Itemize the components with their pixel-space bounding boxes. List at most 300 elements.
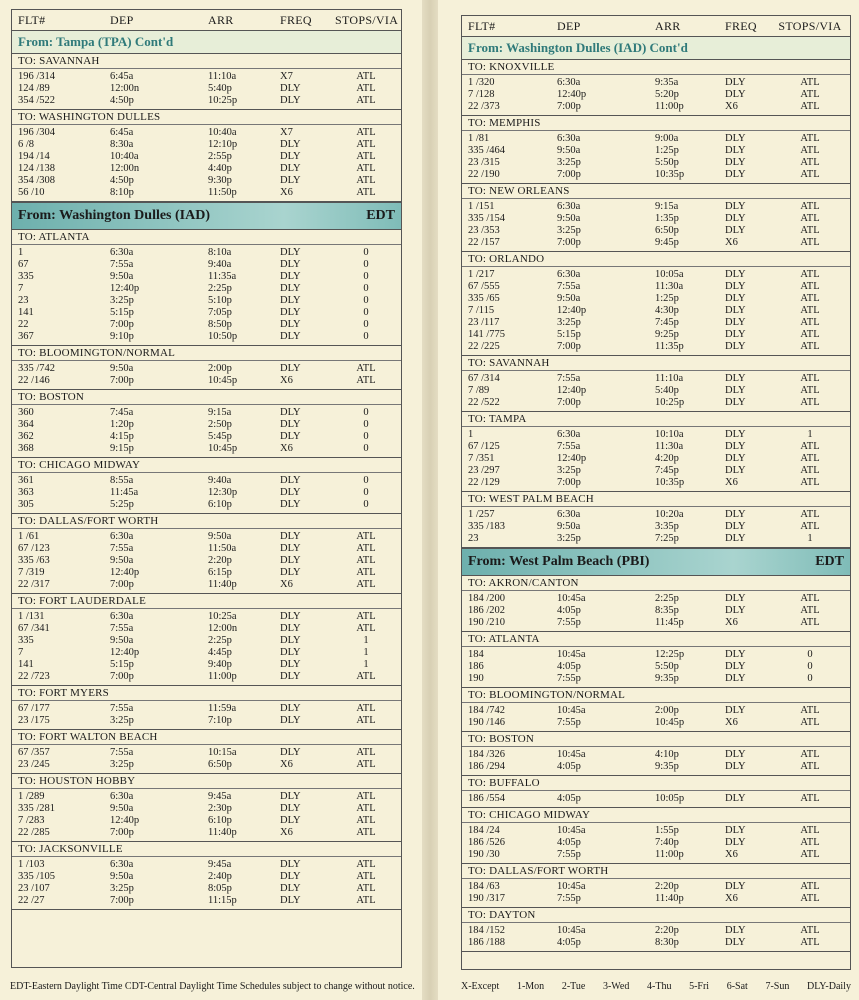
flight-number: 7 /128: [468, 89, 495, 100]
stops-via: ATL: [356, 671, 376, 682]
flight-rows: [462, 591, 850, 632]
table-row: [12, 443, 401, 455]
departure-time: 7:55a: [557, 373, 581, 384]
table-row: [12, 623, 401, 635]
stops-via: ATL: [356, 703, 376, 714]
table-row: [12, 127, 401, 139]
arrival-time: 10:10a: [655, 429, 684, 440]
flight-number: 67 /341: [18, 623, 50, 634]
arrival-time: 8:10a: [208, 247, 232, 258]
stops-via: 1: [363, 635, 369, 646]
departure-time: 3:25p: [110, 295, 134, 306]
stops-via: ATL: [800, 385, 820, 396]
frequency: DLY: [725, 305, 746, 316]
stops-via: ATL: [800, 329, 820, 340]
flight-number: 186 /294: [468, 761, 506, 772]
flight-number: 23 /245: [18, 759, 50, 770]
arrival-time: 9:25p: [655, 329, 679, 340]
destination-heading: TO: BOSTON: [462, 732, 850, 747]
frequency: DLY: [280, 803, 301, 814]
stops-via: 0: [363, 407, 369, 418]
frequency: DLY: [280, 407, 301, 418]
arrival-time: 10:25p: [208, 95, 238, 106]
arrival-time: 5:45p: [208, 431, 232, 442]
flight-rows: [462, 647, 850, 688]
flight-rows: [12, 69, 401, 110]
frequency: DLY: [725, 825, 746, 836]
flight-rows: [462, 199, 850, 252]
departure-time: 5:25p: [110, 499, 134, 510]
frequency: DLY: [725, 269, 746, 280]
arrival-time: 10:05p: [655, 793, 685, 804]
departure-time: 3:25p: [557, 533, 581, 544]
destination-heading: TO: ATLANTA: [12, 230, 401, 245]
departure-time: 6:30a: [557, 77, 581, 88]
frequency: DLY: [280, 95, 301, 106]
frequency: DLY: [725, 397, 746, 408]
flight-number: 67 /357: [18, 747, 50, 758]
stops-via: ATL: [356, 555, 376, 566]
arrival-time: 10:45p: [208, 443, 238, 454]
stops-via: ATL: [356, 375, 376, 386]
arrival-time: 5:40p: [655, 385, 679, 396]
flight-rows: [462, 267, 850, 356]
table-row: [12, 647, 401, 659]
flight-number: 354 /308: [18, 175, 56, 186]
flight-rows: [12, 529, 401, 594]
stops-via: 1: [807, 429, 813, 440]
stops-via: 0: [363, 247, 369, 258]
table-row: [12, 295, 401, 307]
flight-number: 1 /61: [18, 531, 40, 542]
arrival-time: 9:45p: [655, 237, 679, 248]
table-row: [462, 305, 850, 317]
stops-via: ATL: [800, 717, 820, 728]
table-row: [12, 139, 401, 151]
flight-number: 184 /326: [468, 749, 506, 760]
frequency: DLY: [280, 307, 301, 318]
frequency: DLY: [280, 567, 301, 578]
table-row: [12, 671, 401, 683]
arrival-time: 11:30a: [655, 281, 684, 292]
destination-heading: TO: FORT WALTON BEACH: [12, 730, 401, 745]
frequency: DLY: [280, 747, 301, 758]
table-row: [462, 453, 850, 465]
table-row: [462, 441, 850, 453]
table-row: [462, 101, 850, 113]
arrival-time: 11:40p: [208, 579, 237, 590]
column-header-row: [462, 16, 850, 37]
frequency: DLY: [280, 623, 301, 634]
flight-number: 141: [18, 307, 34, 318]
stops-via: ATL: [356, 623, 376, 634]
arrival-time: 4:10p: [655, 749, 679, 760]
flight-number: 1 /151: [468, 201, 495, 212]
table-row: [12, 659, 401, 671]
frequency: X6: [280, 443, 293, 454]
frequency: DLY: [280, 791, 301, 802]
departure-time: 12:40p: [557, 305, 587, 316]
table-row: [462, 509, 850, 521]
table-row: [12, 151, 401, 163]
frequency: DLY: [280, 295, 301, 306]
stops-via: ATL: [356, 139, 376, 150]
table-row: [462, 749, 850, 761]
flight-number: 1 /217: [468, 269, 495, 280]
stops-via: ATL: [356, 579, 376, 590]
arrival-time: 11:00p: [655, 849, 684, 860]
arrival-time: 9:15a: [208, 407, 232, 418]
arrival-time: 11:35p: [655, 341, 684, 352]
legend-item: DLY-Daily: [806, 981, 851, 992]
flight-rows: [12, 857, 401, 910]
flight-number: 23 /107: [18, 883, 50, 894]
table-row: [12, 611, 401, 623]
table-row: [12, 871, 401, 883]
origin-banner: [462, 548, 850, 576]
table-row: [12, 431, 401, 443]
flight-number: 23: [18, 295, 29, 306]
stops-via: 0: [807, 661, 813, 672]
arrival-time: 5:10p: [208, 295, 232, 306]
stops-via: 0: [363, 487, 369, 498]
stops-via: ATL: [800, 317, 820, 328]
flight-number: 194 /14: [18, 151, 50, 162]
stops-via: ATL: [356, 791, 376, 802]
flight-number: 184 /152: [468, 925, 506, 936]
flight-number: 23: [468, 533, 479, 544]
flight-number: 22 /285: [18, 827, 50, 838]
flight-number: 1: [468, 429, 474, 440]
frequency: DLY: [725, 77, 746, 88]
stops-via: ATL: [800, 293, 820, 304]
frequency: X6: [725, 101, 738, 112]
frequency: DLY: [725, 649, 746, 660]
table-row: [462, 269, 850, 281]
frequency: X6: [725, 237, 738, 248]
table-row: [12, 407, 401, 419]
frequency: DLY: [280, 499, 301, 510]
frequency: DLY: [280, 247, 301, 258]
departure-time: 6:30a: [110, 791, 134, 802]
arrival-time: 7:40p: [655, 837, 679, 848]
flight-number: 335: [18, 271, 34, 282]
frequency-legend: [461, 981, 851, 992]
arrival-time: 12:10p: [208, 139, 238, 150]
table-row: [12, 543, 401, 555]
table-row: [462, 617, 850, 629]
destination-heading: TO: WEST PALM BEACH: [462, 492, 850, 507]
frequency: DLY: [725, 225, 746, 236]
table-row: [462, 925, 850, 937]
table-row: [12, 319, 401, 331]
table-row: [12, 95, 401, 107]
departure-time: 3:25p: [557, 225, 581, 236]
col-arr: ARR: [655, 19, 681, 33]
arrival-time: 1:25p: [655, 145, 679, 156]
departure-time: 4:05p: [557, 937, 581, 948]
departure-time: 11:45a: [110, 487, 139, 498]
frequency: DLY: [280, 859, 301, 870]
frequency: DLY: [725, 705, 746, 716]
flight-number: 363: [18, 487, 34, 498]
table-row: [12, 187, 401, 199]
table-row: [462, 385, 850, 397]
table-row: [462, 293, 850, 305]
departure-time: 3:25p: [110, 883, 134, 894]
arrival-time: 10:05a: [655, 269, 684, 280]
frequency: X6: [280, 579, 293, 590]
frequency: DLY: [725, 213, 746, 224]
stops-via: ATL: [800, 373, 820, 384]
destination-heading: TO: DALLAS/FORT WORTH: [462, 864, 850, 879]
legend-item: 1-Mon: [516, 981, 545, 992]
arrival-time: 6:10p: [208, 499, 232, 510]
frequency: X7: [280, 127, 293, 138]
arrival-time: 9:00a: [655, 133, 679, 144]
stops-via: 0: [363, 271, 369, 282]
arrival-time: 11:30a: [655, 441, 684, 452]
table-row: [12, 579, 401, 591]
frequency: DLY: [280, 259, 301, 270]
stops-via: ATL: [800, 341, 820, 352]
frequency: X6: [280, 827, 293, 838]
flight-rows: [12, 361, 401, 390]
stops-via: ATL: [356, 187, 376, 198]
flight-number: 67 /555: [468, 281, 500, 292]
flight-number: 367: [18, 331, 34, 342]
col-dep: DEP: [110, 13, 134, 27]
frequency: DLY: [280, 83, 301, 94]
destination-heading: TO: CHICAGO MIDWAY: [462, 808, 850, 823]
flight-number: 190: [468, 673, 484, 684]
left-page: [0, 0, 422, 1000]
left-schedule-body: [12, 31, 401, 910]
stops-via: ATL: [800, 465, 820, 476]
departure-time: 7:00p: [110, 319, 134, 330]
arrival-time: 7:05p: [208, 307, 232, 318]
departure-time: 10:45a: [557, 925, 586, 936]
flight-rows: [12, 245, 401, 346]
destination-heading: TO: KNOXVILLE: [462, 60, 850, 75]
flight-number: 141 /775: [468, 329, 506, 340]
departure-time: 8:30a: [110, 139, 134, 150]
frequency: DLY: [725, 673, 746, 684]
arrival-time: 9:35p: [655, 673, 679, 684]
departure-time: 9:50a: [110, 271, 134, 282]
arrival-time: 2:55p: [208, 151, 232, 162]
destination-heading: TO: ATLANTA: [462, 632, 850, 647]
arrival-time: 7:25p: [655, 533, 679, 544]
flight-number: 354 /522: [18, 95, 56, 106]
stops-via: 1: [363, 647, 369, 658]
flight-number: 1 /320: [468, 77, 495, 88]
arrival-time: 9:35p: [655, 761, 679, 772]
flight-number: 1 /131: [18, 611, 45, 622]
stops-via: ATL: [800, 201, 820, 212]
flight-number: 186 /188: [468, 937, 506, 948]
arrival-time: 8:30p: [655, 937, 679, 948]
stops-via: ATL: [800, 269, 820, 280]
departure-time: 9:50a: [557, 145, 581, 156]
col-dep: DEP: [557, 19, 581, 33]
flight-number: 186 /526: [468, 837, 506, 848]
arrival-time: 12:00n: [208, 623, 238, 634]
flight-number: 335 /183: [468, 521, 506, 532]
table-row: [462, 937, 850, 949]
arrival-time: 10:35p: [655, 169, 685, 180]
departure-time: 7:00p: [110, 579, 134, 590]
arrival-time: 9:45a: [208, 859, 232, 870]
stops-via: ATL: [356, 871, 376, 882]
arrival-time: 10:20a: [655, 509, 684, 520]
col-stops: STOPS/VIA: [778, 19, 842, 33]
flight-rows: [12, 745, 401, 774]
destination-heading: TO: CHICAGO MIDWAY: [12, 458, 401, 473]
table-row: [12, 815, 401, 827]
stops-via: ATL: [800, 849, 820, 860]
table-row: [12, 83, 401, 95]
arrival-time: 11:10a: [208, 71, 237, 82]
arrival-time: 11:50a: [208, 543, 237, 554]
table-row: [462, 341, 850, 353]
flight-number: 22 /723: [18, 671, 50, 682]
frequency: DLY: [280, 647, 301, 658]
legend-item: 7-Sun: [765, 981, 790, 992]
table-row: [12, 71, 401, 83]
arrival-time: 5:20p: [655, 89, 679, 100]
flight-number: 22 /190: [468, 169, 500, 180]
flight-rows: [12, 125, 401, 202]
departure-time: 10:45a: [557, 825, 586, 836]
departure-time: 12:40p: [557, 89, 587, 100]
flight-rows: [462, 823, 850, 864]
table-row: [12, 567, 401, 579]
flight-number: 23 /353: [468, 225, 500, 236]
table-row: [462, 213, 850, 225]
frequency: X6: [280, 187, 293, 198]
stops-via: ATL: [800, 89, 820, 100]
arrival-time: 8:05p: [208, 883, 232, 894]
departure-time: 7:55p: [557, 717, 581, 728]
flight-rows: [462, 507, 850, 548]
frequency: DLY: [280, 319, 301, 330]
arrival-time: 2:20p: [655, 881, 679, 892]
origin-banner: [12, 202, 401, 230]
arrival-time: 10:25a: [208, 611, 237, 622]
flight-rows: [462, 371, 850, 412]
table-row: [462, 157, 850, 169]
stops-via: ATL: [800, 825, 820, 836]
frequency: X7: [280, 71, 293, 82]
arrival-time: 6:10p: [208, 815, 232, 826]
frequency: DLY: [280, 715, 301, 726]
departure-time: 6:45a: [110, 71, 134, 82]
flight-number: 67 /125: [468, 441, 500, 452]
flight-rows: [12, 789, 401, 842]
flight-number: 362: [18, 431, 34, 442]
timezone-label: EDT: [815, 554, 844, 569]
table-row: [462, 465, 850, 477]
arrival-time: 10:50p: [208, 331, 238, 342]
stops-via: 1: [363, 659, 369, 670]
departure-time: 7:55a: [557, 441, 581, 452]
table-row: [12, 499, 401, 511]
flight-number: 22 /146: [18, 375, 50, 386]
stops-via: ATL: [356, 543, 376, 554]
arrival-time: 7:45p: [655, 465, 679, 476]
arrival-time: 10:45p: [208, 375, 238, 386]
departure-time: 12:00n: [110, 83, 140, 94]
table-row: [12, 247, 401, 259]
stops-via: ATL: [356, 567, 376, 578]
flight-number: 184 /742: [468, 705, 506, 716]
departure-time: 8:10p: [110, 187, 134, 198]
departure-time: 12:40p: [110, 567, 140, 578]
arrival-time: 4:30p: [655, 305, 679, 316]
destination-heading: TO: DALLAS/FORT WORTH: [12, 514, 401, 529]
stops-via: ATL: [356, 175, 376, 186]
flight-number: 1 /289: [18, 791, 45, 802]
arrival-time: 6:15p: [208, 567, 232, 578]
stops-via: ATL: [800, 521, 820, 532]
arrival-time: 2:20p: [655, 925, 679, 936]
departure-time: 6:30a: [557, 133, 581, 144]
frequency: DLY: [725, 373, 746, 384]
table-row: [462, 133, 850, 145]
stops-via: ATL: [800, 145, 820, 156]
stops-via: ATL: [800, 157, 820, 168]
table-row: [12, 375, 401, 387]
table-row: [12, 487, 401, 499]
departure-time: 6:30a: [557, 429, 581, 440]
frequency: DLY: [725, 925, 746, 936]
arrival-time: 9:40a: [208, 475, 232, 486]
frequency: DLY: [725, 937, 746, 948]
stops-via: ATL: [356, 83, 376, 94]
flight-number: 22 /129: [468, 477, 500, 488]
flight-rows: [462, 703, 850, 732]
stops-via: ATL: [356, 95, 376, 106]
frequency: DLY: [725, 593, 746, 604]
arrival-time: 7:10p: [208, 715, 232, 726]
flight-number: 335 /464: [468, 145, 506, 156]
frequency: X6: [725, 849, 738, 860]
flight-rows: [462, 879, 850, 908]
flight-number: 124 /89: [18, 83, 50, 94]
frequency: DLY: [725, 837, 746, 848]
arrival-time: 9:35a: [655, 77, 679, 88]
col-freq: FREQ: [725, 19, 757, 33]
departure-time: 9:50a: [557, 293, 581, 304]
arrival-time: 7:45p: [655, 317, 679, 328]
frequency: DLY: [280, 487, 301, 498]
arrival-time: 11:59a: [208, 703, 237, 714]
departure-time: 8:55a: [110, 475, 134, 486]
flight-number: 335 /63: [18, 555, 50, 566]
arrival-time: 2:40p: [208, 871, 232, 882]
table-row: [12, 175, 401, 187]
arrival-time: 12:25p: [655, 649, 685, 660]
stops-via: ATL: [356, 163, 376, 174]
flight-number: 22 /157: [468, 237, 500, 248]
stops-via: ATL: [800, 237, 820, 248]
table-row: [462, 605, 850, 617]
departure-time: 3:25p: [557, 317, 581, 328]
frequency: DLY: [725, 429, 746, 440]
table-row: [462, 373, 850, 385]
frequency: DLY: [280, 363, 301, 374]
